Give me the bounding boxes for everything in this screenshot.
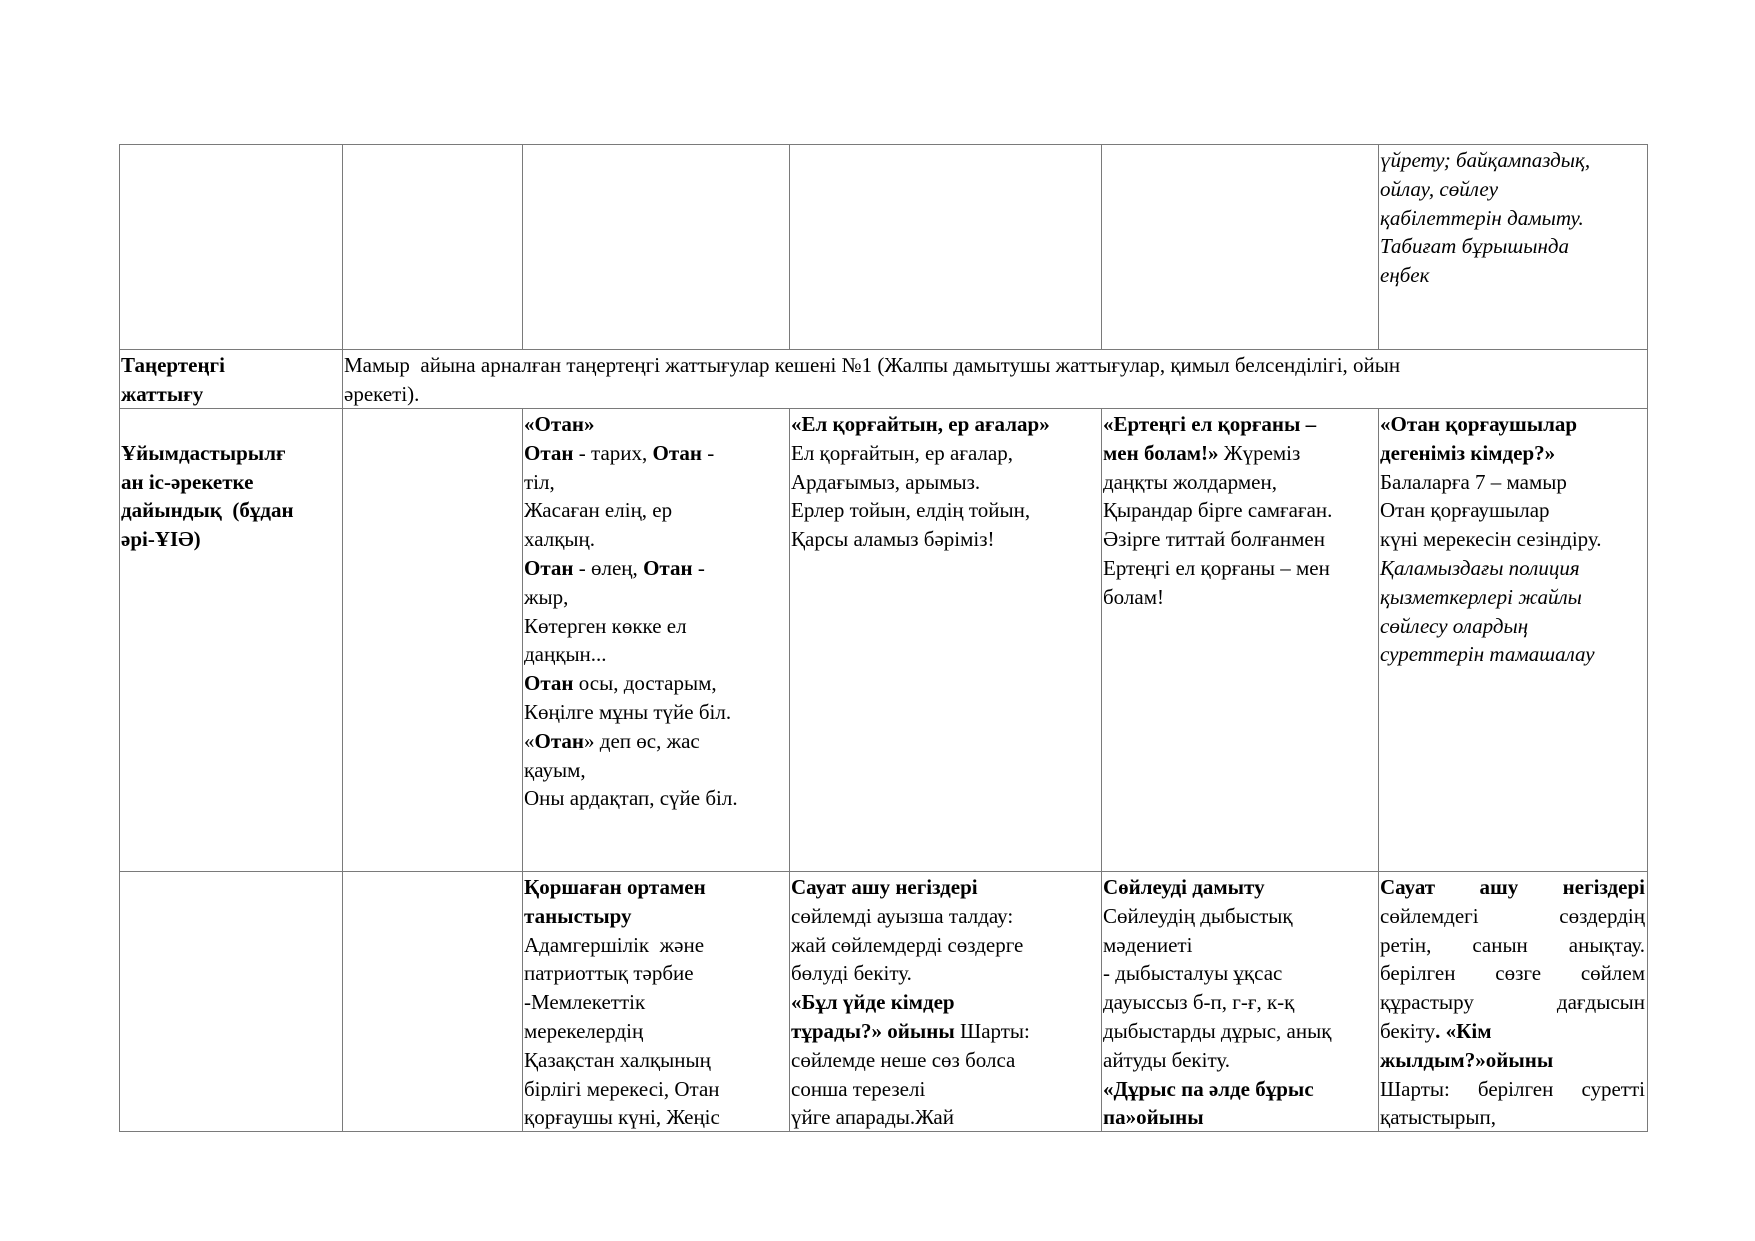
- table-cell: [1103, 873, 1376, 1131]
- bold-text: ан іс-әрекетке: [121, 469, 254, 494]
- cell-text-line: [524, 1103, 787, 1132]
- text: қатыстырып,: [1380, 1105, 1496, 1130]
- cell-text-line: [524, 612, 787, 641]
- text: ретін, санын анықтау.: [1380, 932, 1645, 957]
- table-column-border: [1647, 144, 1648, 1131]
- cell-text-line: [1380, 583, 1645, 612]
- bold-text: «Отан қорғаушылар: [1380, 412, 1578, 436]
- text: Шарты:: [954, 1018, 1030, 1043]
- cell-text-line: [1103, 902, 1376, 931]
- cell-text-line: [524, 583, 787, 612]
- table-cell: [344, 351, 1645, 408]
- text: Отан қорғаушылар: [1380, 498, 1550, 523]
- table-row-border: [119, 349, 1648, 350]
- italic-text: Табиғат бұрышында: [1380, 234, 1569, 259]
- text: Ардағымыз, арымыз.: [791, 469, 981, 494]
- text: Қарсы аламыз бәріміз!: [791, 527, 995, 552]
- text: » деп өс, жас: [584, 728, 700, 753]
- cell-text-line: [524, 525, 787, 554]
- bold-text: дайындық (бұдан: [121, 498, 294, 523]
- table-cell: [791, 146, 1099, 349]
- cell-text-line: [1103, 931, 1376, 960]
- cell-text-line: [1103, 439, 1376, 468]
- text: қорғаушы күні, Жеңіс: [524, 1105, 720, 1130]
- table-cell: [344, 146, 520, 349]
- cell-text-line: [1380, 525, 1645, 554]
- cell-text-line: [791, 468, 1099, 497]
- text: күні мерекесін сезіндіру.: [1380, 527, 1602, 552]
- text: сөйлемде неше сөз болса: [791, 1047, 1016, 1072]
- cell-text-line: [524, 468, 787, 497]
- cell-text-line: [1103, 1046, 1376, 1075]
- text: даңқын...: [524, 642, 607, 667]
- bold-text: «Дұрыс па әлде бұрыс: [1103, 1076, 1314, 1101]
- text: Әзірге титтай болғанмен: [1103, 527, 1325, 552]
- table-column-border: [119, 144, 120, 1131]
- table-cell: [1380, 873, 1645, 1131]
- text: -: [692, 555, 705, 580]
- cell-text-line: [1380, 439, 1645, 468]
- table-cell: [121, 410, 340, 871]
- cell-text-line: [1380, 873, 1645, 902]
- text: «: [524, 728, 535, 753]
- cell-text-line: [524, 988, 787, 1017]
- bold-text: әрі-ҰІӘ): [121, 527, 201, 552]
- text: даңқты жолдармен,: [1103, 469, 1277, 494]
- table-cell: [121, 351, 340, 408]
- text: - өлең,: [573, 555, 644, 580]
- text: халқың.: [524, 527, 596, 552]
- cell-text-line: [1380, 640, 1645, 669]
- text: тіл,: [524, 469, 555, 494]
- cell-text-line: [1103, 1103, 1376, 1132]
- table-column-border: [1101, 144, 1102, 349]
- text: Адамгершілік және: [524, 932, 705, 957]
- cell-text-line: [524, 640, 787, 669]
- cell-text-line: [791, 931, 1099, 960]
- text: жай сөйлемдерді сөздерге: [791, 932, 1024, 957]
- text: әрекеті).: [344, 381, 420, 406]
- text: сонша терезелі: [791, 1076, 926, 1101]
- text: айтуды бекіту.: [1103, 1047, 1230, 1072]
- cell-text-line: [1380, 468, 1645, 497]
- cell-text-line: [791, 902, 1099, 931]
- cell-text-line: [791, 410, 1099, 439]
- bold-text: па»ойыны: [1103, 1105, 1204, 1130]
- text: мәдениеті: [1103, 932, 1193, 957]
- text: - дыбысталуы ұқсас: [1103, 961, 1283, 986]
- table-column-border: [522, 144, 523, 349]
- table-cell: [1103, 146, 1376, 349]
- cell-text-line: [524, 873, 787, 902]
- table-column-border: [522, 408, 523, 1131]
- cell-text-line: [524, 554, 787, 583]
- cell-text-line: [1380, 1017, 1645, 1046]
- cell-text-line: [1380, 959, 1645, 988]
- cell-text-line: [1380, 902, 1645, 931]
- table-column-border: [1378, 408, 1379, 1131]
- bold-text: Отан: [652, 440, 703, 465]
- italic-text: суреттерін тамашалау: [1380, 642, 1595, 667]
- text: Ел қорғайтын, ер ағалар,: [791, 440, 1014, 465]
- cell-text-line: [791, 988, 1099, 1017]
- bold-text: жылдым?»ойыны: [1380, 1047, 1554, 1072]
- bold-text: «Ел қорғайтын, ер ағалар»: [791, 412, 1050, 436]
- cell-text-line: [1380, 931, 1645, 960]
- plan-table: [119, 144, 1647, 1131]
- cell-text-line: [524, 439, 787, 468]
- cell-text-line: [1103, 1075, 1376, 1104]
- cell-text-line: [1103, 525, 1376, 554]
- bold-text: «Ертеңгі ел қорғаны –: [1103, 412, 1317, 436]
- bold-text: Отан: [524, 671, 574, 696]
- text: Көтерген көкке ел: [524, 613, 687, 638]
- bold-text: жаттығу: [121, 381, 204, 406]
- bold-text: Отан: [643, 555, 693, 580]
- table-column-border: [789, 144, 790, 349]
- text: Мамыр айына арналған таңертеңгі жаттығулар кешені №1 (Жалпы дамытушы жаттығулар, қимыл белсенділігі, ойын: [344, 353, 1401, 377]
- cell-text-line: [344, 351, 1645, 380]
- bold-text: Сауат ашу негіздері: [791, 875, 978, 899]
- italic-text: қабілеттерін дамыту.: [1380, 205, 1584, 230]
- text: Ертеңгі ел қорғаны – мен: [1103, 555, 1330, 580]
- cell-text-line: [791, 873, 1099, 902]
- bold-text: Ұйымдастырылғ: [121, 440, 286, 465]
- table-column-border: [789, 408, 790, 1131]
- bold-text: Отан: [524, 440, 574, 465]
- text: дауыссыз б-п, г-ғ, к-қ: [1103, 990, 1295, 1015]
- cell-text-line: [1380, 1075, 1645, 1104]
- table-cell: [344, 410, 520, 871]
- cell-text-line: [121, 525, 340, 554]
- text: бірлігі мерекесі, Отан: [524, 1076, 720, 1101]
- bold-text: «Бұл үйде кімдер: [791, 990, 955, 1015]
- cell-text-line: [1103, 1017, 1376, 1046]
- text: бөлуді бекіту.: [791, 961, 912, 986]
- italic-text: үйрету; байқампаздық,: [1380, 148, 1591, 172]
- text: Сөйлеудің дыбыстық: [1103, 903, 1293, 928]
- table-cell: [1380, 146, 1645, 349]
- bold-text: дегеніміз кімдер?»: [1380, 440, 1556, 465]
- cell-text-line: [1380, 554, 1645, 583]
- text: жыр,: [524, 584, 569, 609]
- text: үйге апарады.Жай: [791, 1105, 954, 1130]
- text: -: [702, 440, 715, 465]
- cell-text-line: [1103, 468, 1376, 497]
- cell-text-line: [1103, 988, 1376, 1017]
- cell-text-line: [1380, 410, 1645, 439]
- table-cell: [524, 146, 787, 349]
- table-cell: [524, 873, 787, 1131]
- cell-text-line: [1380, 1046, 1645, 1075]
- cell-text-line: [1103, 554, 1376, 583]
- text: Оны ардақтап, сүйе біл.: [524, 786, 738, 811]
- bold-text: Сауат ашу негіздері: [1380, 875, 1645, 899]
- cell-text-line: [121, 496, 340, 525]
- italic-text: еңбек: [1380, 263, 1430, 288]
- cell-text-line: [1103, 873, 1376, 902]
- table-column-border: [1378, 144, 1379, 349]
- table-cell: [791, 873, 1099, 1131]
- text: Жүреміз: [1218, 440, 1301, 465]
- italic-text: сөйлесу олардың: [1380, 613, 1529, 638]
- cell-text-line: [524, 784, 787, 813]
- cell-text-line: [121, 380, 340, 409]
- text: - тарих,: [573, 440, 653, 465]
- cell-text-line: [524, 931, 787, 960]
- bold-text: Отан: [524, 555, 574, 580]
- bold-text: Отан: [534, 728, 585, 753]
- cell-text-line: [121, 439, 340, 468]
- text: осы, достарым,: [573, 671, 717, 696]
- text: Шарты: берілген суретті: [1380, 1076, 1645, 1101]
- text: Жасаған елің, ер: [524, 498, 673, 523]
- bold-text: . «Кім: [1435, 1018, 1492, 1043]
- text: қауым,: [524, 757, 586, 782]
- bold-text: Қоршаған ортамен: [524, 875, 706, 899]
- cell-text-line: [344, 380, 1645, 409]
- bold-text: Сөйлеуді дамыту: [1103, 875, 1265, 899]
- text: Ерлер тойын, елдің тойын,: [791, 498, 1031, 523]
- table-cell: [1103, 410, 1376, 871]
- bold-text: мен болам!»: [1103, 440, 1219, 465]
- italic-text: ойлау, сөйлеу: [1380, 176, 1499, 201]
- table-row-border: [119, 144, 1648, 145]
- cell-text-line: [1380, 1103, 1645, 1132]
- cell-text-line: [791, 959, 1099, 988]
- cell-text-line: [1103, 583, 1376, 612]
- text: сөйлемдегі сөздердің: [1380, 903, 1645, 928]
- text: Қазақстан халқының: [524, 1047, 711, 1072]
- table-cell: [524, 410, 787, 871]
- cell-text-line: [524, 756, 787, 785]
- cell-text-line: [524, 698, 787, 727]
- bold-text: «Отан»: [524, 412, 595, 436]
- table-cell: [344, 873, 520, 1131]
- bold-text: Таңертеңгі: [121, 353, 225, 377]
- text: құрастыру дағдысын: [1380, 990, 1645, 1015]
- cell-text-line: [524, 496, 787, 525]
- cell-text-line: [791, 1103, 1099, 1132]
- text: -Мемлекеттік: [524, 990, 646, 1015]
- bold-text: таныстыру: [524, 903, 632, 928]
- cell-text-line: [1380, 232, 1645, 261]
- text: дыбыстарды дұрыс, анық: [1103, 1018, 1332, 1043]
- text: Қырандар бірге самғаған.: [1103, 498, 1333, 523]
- cell-text-line: [791, 496, 1099, 525]
- cell-text-line: [1103, 959, 1376, 988]
- italic-text: қызметкерлері жайлы: [1380, 584, 1582, 609]
- text: Көңілге мұны түйе біл.: [524, 699, 732, 724]
- cell-text-line: [791, 1046, 1099, 1075]
- cell-text-line: [1380, 175, 1645, 204]
- cell-text-line: [121, 468, 340, 497]
- cell-text-line: [791, 1017, 1099, 1046]
- cell-text-line: [1380, 988, 1645, 1017]
- table-cell: [121, 146, 340, 349]
- cell-text-line: [1103, 496, 1376, 525]
- italic-text: Қаламыздағы полиция: [1380, 555, 1580, 580]
- bold-text: тұрады?» ойыны: [791, 1018, 955, 1043]
- cell-text-line: [524, 959, 787, 988]
- table-cell: [791, 410, 1099, 871]
- cell-text-line: [1380, 204, 1645, 233]
- table-cell: [121, 873, 340, 1131]
- cell-text-line: [121, 351, 340, 380]
- cell-text-line: [121, 410, 340, 439]
- cell-text-line: [1103, 410, 1376, 439]
- cell-text-line: [524, 669, 787, 698]
- text: Балаларға 7 – мамыр: [1380, 469, 1567, 494]
- cell-text-line: [524, 727, 787, 756]
- cell-text-line: [1380, 612, 1645, 641]
- cell-text-line: [1380, 496, 1645, 525]
- cell-text-line: [791, 1075, 1099, 1104]
- text: сөйлемді ауызша талдау:: [791, 903, 1014, 928]
- table-column-border: [342, 144, 343, 1131]
- cell-text-line: [1380, 261, 1645, 290]
- text: болам!: [1103, 584, 1164, 609]
- cell-text-line: [524, 902, 787, 931]
- cell-text-line: [524, 1017, 787, 1046]
- cell-text-line: [524, 1075, 787, 1104]
- table-column-border: [1101, 408, 1102, 1131]
- cell-text-line: [791, 525, 1099, 554]
- cell-text-line: [791, 439, 1099, 468]
- cell-text-line: [524, 410, 787, 439]
- text: бекіту: [1380, 1018, 1436, 1043]
- cell-text-line: [1380, 146, 1645, 175]
- text: патриоттық тәрбие: [524, 961, 694, 986]
- table-row-border: [119, 871, 1648, 872]
- cell-text-line: [524, 1046, 787, 1075]
- table-cell: [1380, 410, 1645, 871]
- text: мерекелердің: [524, 1018, 644, 1043]
- text: берілген сөзге сөйлем: [1380, 961, 1645, 986]
